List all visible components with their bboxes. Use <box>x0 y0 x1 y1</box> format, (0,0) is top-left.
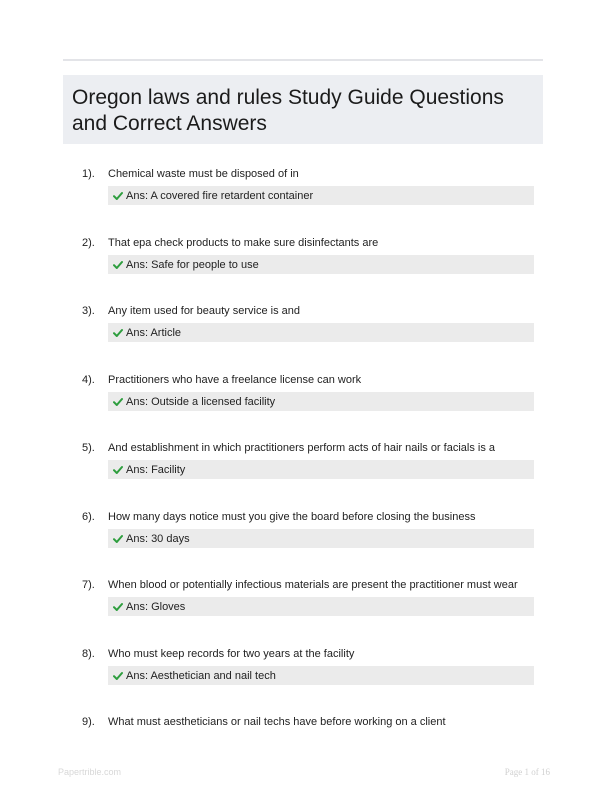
page-indicator: Page 1 of 16 <box>504 767 550 777</box>
answer-box <box>108 392 534 411</box>
question-number: 7). <box>82 579 95 591</box>
qa-item-5 <box>0 441 606 509</box>
qa-item-6 <box>0 510 606 578</box>
answer-box <box>108 186 534 205</box>
question-text: Practitioners who have a freelance license can work <box>108 374 362 386</box>
check-icon <box>113 671 123 681</box>
check-icon <box>113 534 123 544</box>
answer-text: Ans: 30 days <box>126 532 190 545</box>
question-text: What must aestheticians or nail techs have before working on a client <box>108 716 446 728</box>
qa-item-9 <box>0 715 606 745</box>
question-number: 9). <box>82 716 95 728</box>
check-icon <box>113 191 123 201</box>
qa-item-4 <box>0 373 606 441</box>
question-text: How many days notice must you give the board before closing the business <box>108 511 476 523</box>
answer-text: Ans: Facility <box>126 463 186 476</box>
qa-item-2 <box>0 236 606 304</box>
page-title: Oregon laws and rules Study Guide Questions and Correct Answers <box>72 86 504 135</box>
check-icon <box>113 328 123 338</box>
check-icon <box>113 465 123 475</box>
question-text: Chemical waste must be disposed of in <box>108 168 299 180</box>
answer-box <box>108 597 534 616</box>
question-text: Who must keep records for two years at the facility <box>108 648 355 660</box>
answer-text: Ans: Outside a licensed facility <box>126 395 276 408</box>
qa-item-1 <box>0 167 606 235</box>
question-number: 8). <box>82 648 95 660</box>
qa-item-3 <box>0 304 606 372</box>
question-text: Any item used for beauty service is and <box>108 305 300 317</box>
answer-text: Ans: Safe for people to use <box>126 258 259 271</box>
question-number: 1). <box>82 168 95 180</box>
answer-box <box>108 255 534 274</box>
answer-box <box>108 666 534 685</box>
footer-watermark: Papertrible.com <box>58 767 122 777</box>
question-text: And establishment in which practitioners perform acts of hair nails or facials is a <box>108 442 496 454</box>
answer-text: Ans: Aesthetician and nail tech <box>126 669 276 682</box>
answer-text: Ans: Article <box>126 326 182 339</box>
qa-item-7 <box>0 578 606 646</box>
check-icon <box>113 602 123 612</box>
question-number: 4). <box>82 374 95 386</box>
question-number: 2). <box>82 237 95 249</box>
question-number: 6). <box>82 511 95 523</box>
answer-box <box>108 460 534 479</box>
answer-text: Ans: A covered fire retardent container <box>126 189 314 202</box>
check-icon <box>113 397 123 407</box>
qa-item-8 <box>0 647 606 715</box>
question-text: When blood or potentially infectious materials are present the practitioner must wear <box>108 579 518 591</box>
answer-box <box>108 529 534 548</box>
answer-box <box>108 323 534 342</box>
answer-text: Ans: Gloves <box>126 600 186 613</box>
question-text: That epa check products to make sure disinfectants are <box>108 237 379 249</box>
check-icon <box>113 260 123 270</box>
question-number: 3). <box>82 305 95 317</box>
question-number: 5). <box>82 442 95 454</box>
